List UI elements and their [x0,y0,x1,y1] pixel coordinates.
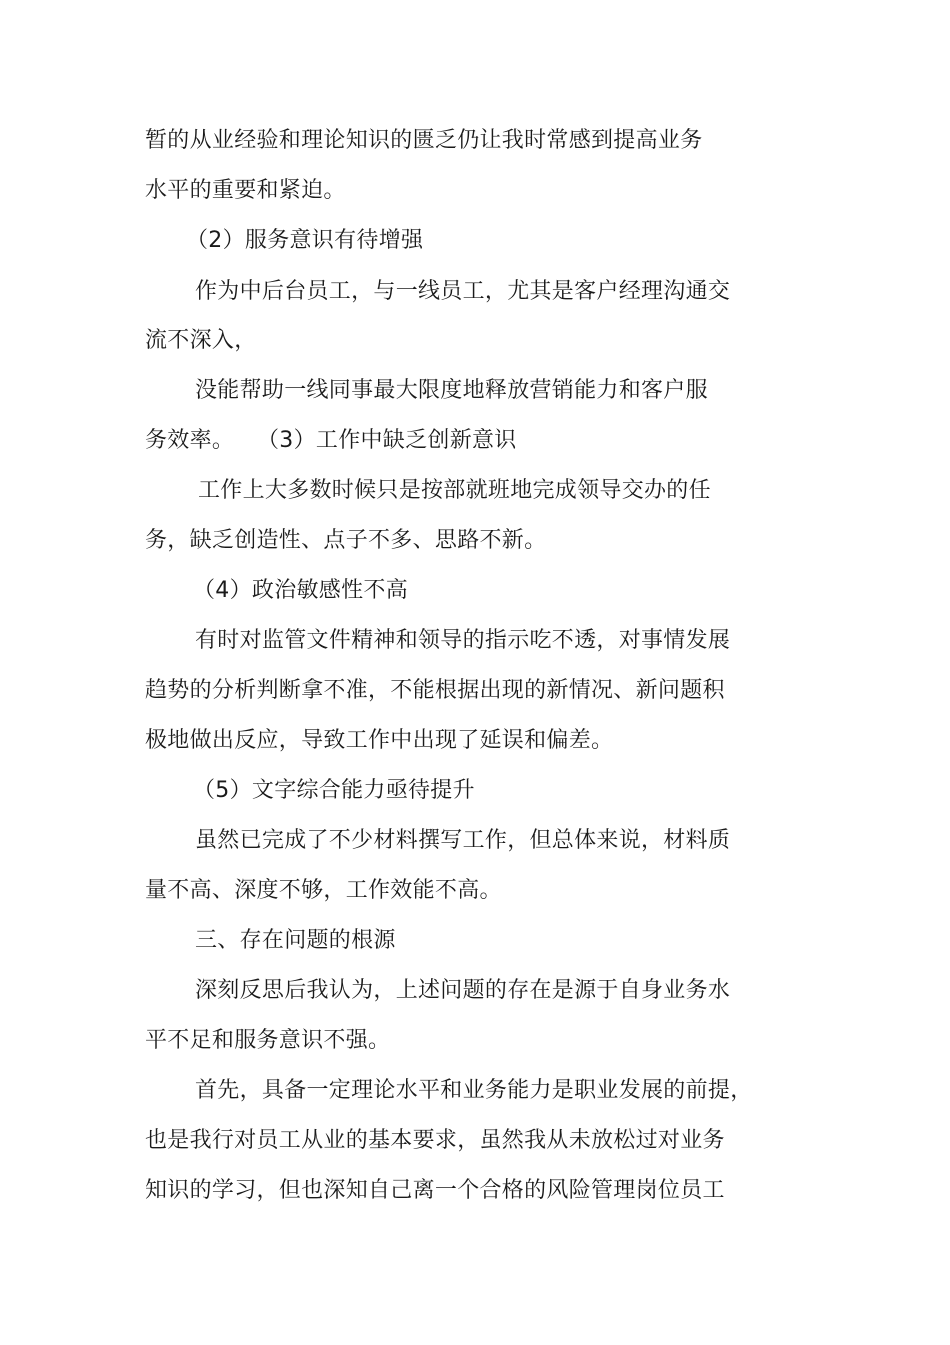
text-line: 平不足和服务意识不强。 [145,1028,391,1053]
text-line: 工作上大多数时候只是按部就班地完成领导交办的任 [198,478,711,503]
section-heading: （2）服务意识有待增强 [186,228,424,253]
text-line: 水平的重要和紧迫。 [145,178,346,203]
section-heading: （3）工作中缺乏创新意识 [257,428,517,453]
text-line: 深刻反思后我认为，上述问题的存在是源于自身业务水 [195,978,731,1003]
text-line: 有时对监管文件精神和领导的指示吃不透，对事情发展 [195,628,731,653]
text-line: 流不深入， [145,328,257,353]
text-line: 作为中后台员工，与一线员工，尤其是客户经理沟通交 [195,279,731,304]
section-heading: （4）政治敏感性不高 [193,578,408,603]
text-line: 务效率。 [145,428,235,453]
section-heading: （5）文字综合能力亟待提升 [193,778,475,803]
text-line: 首先，具备一定理论水平和业务能力是职业发展的前提， [195,1078,753,1103]
text-line: 极地做出反应，导致工作中出现了延误和偏差。 [145,728,614,753]
text-line: 知识的学习，但也深知自己离一个合格的风险管理岗位员工 [145,1178,725,1203]
text-line: 务，缺乏创造性、点子不多、思路不新。 [145,528,547,553]
text-line: 暂的从业经验和理论知识的匮乏仍让我时常感到提高业务 [145,128,703,153]
section-heading: 三、存在问题的根源 [195,928,396,953]
text-line: 虽然已完成了不少材料撰写工作，但总体来说，材料质 [195,828,731,853]
text-line: 也是我行对员工从业的基本要求，虽然我从未放松过对业务 [145,1128,725,1153]
text-line: 量不高、深度不够，工作效能不高。 [145,878,502,903]
text-line: 趋势的分析判断拿不准，不能根据出现的新情况、新问题积 [145,678,725,703]
text-line: 没能帮助一线同事最大限度地释放营销能力和客户服 [195,378,708,403]
